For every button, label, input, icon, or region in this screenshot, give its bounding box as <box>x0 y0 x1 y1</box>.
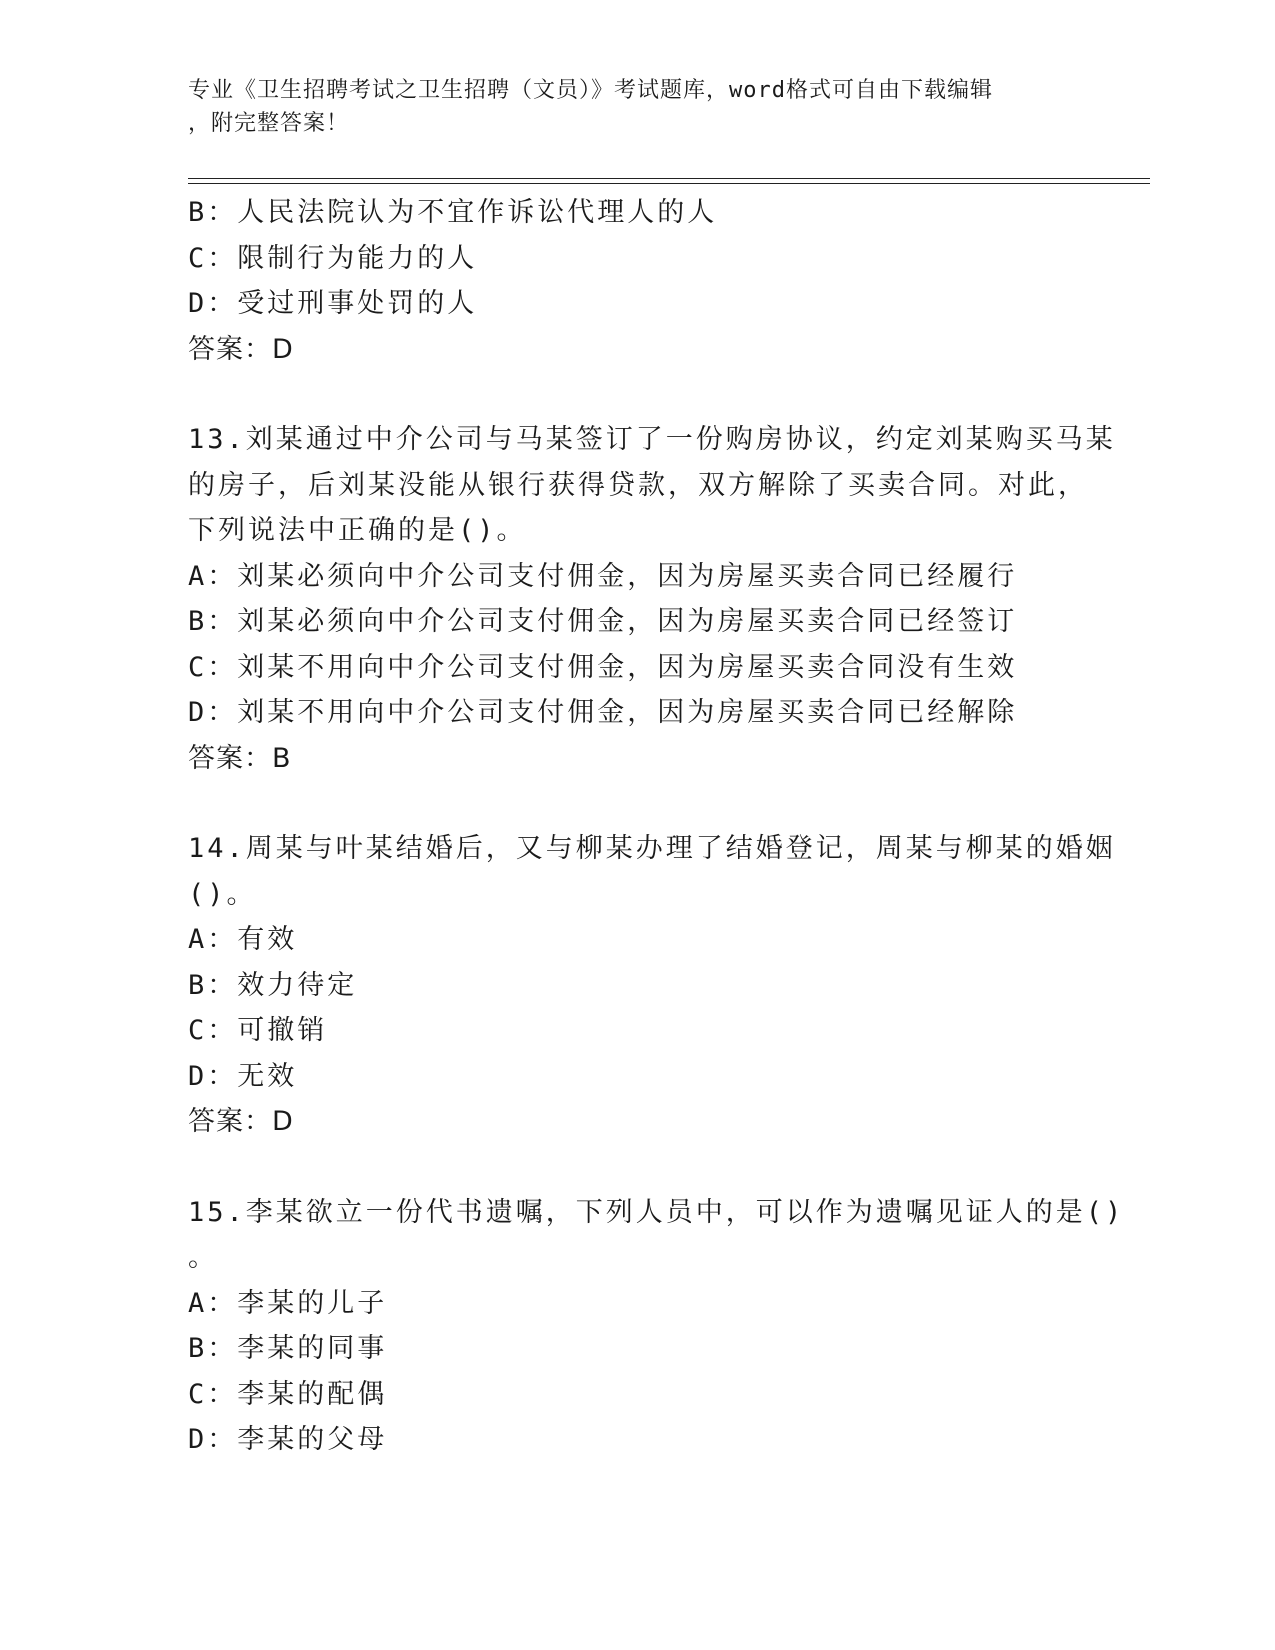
stem-line: 13.刘某通过中介公司与马某签订了一份购房协议，约定刘某购买马某 <box>188 424 1116 455</box>
option-a: A：李某的儿子 <box>188 1287 388 1319</box>
stem-line: 。 <box>188 1242 218 1273</box>
question-15 <box>188 1190 1125 1463</box>
question-stem <box>188 417 1116 554</box>
header-rule-top <box>188 178 1150 179</box>
question-list <box>188 190 1125 1463</box>
option-c: C：限制行为能力的人 <box>188 242 478 274</box>
answer-line: 答案：D <box>188 1106 294 1137</box>
stem-line: 的房子，后刘某没能从银行获得贷款，双方解除了买卖合同。对此， <box>188 469 1088 501</box>
option-b: B：人民法院认为不宜作诉讼代理人的人 <box>188 197 718 228</box>
header-line-1: 专业《卫生招聘考试之卫生招聘（文员）》考试题库，word格式可自由下载编辑 <box>188 78 993 103</box>
question-14 <box>188 826 1116 1145</box>
option-a: A：有效 <box>188 924 298 955</box>
question-stem <box>188 826 1116 917</box>
option-b: B：李某的同事 <box>188 1333 388 1364</box>
question-stem <box>188 1190 1125 1281</box>
option-b: B：刘某必须向中介公司支付佣金，因为房屋买卖合同已经签订 <box>188 606 1018 637</box>
option-d: D：受过刑事处罚的人 <box>188 288 478 319</box>
stem-line: 15.李某欲立一份代书遗嘱，下列人员中，可以作为遗嘱见证人的是() <box>188 1196 1125 1228</box>
header-rule-bottom <box>188 183 1150 184</box>
answer-line: 答案：B <box>188 742 292 774</box>
header-line-2: ，附完整答案！ <box>188 111 350 136</box>
stem-line: 下列说法中正确的是()。 <box>188 515 527 546</box>
option-c: C：李某的配偶 <box>188 1378 388 1410</box>
question-12-tail <box>188 190 1088 372</box>
option-a: A：刘某必须向中介公司支付佣金，因为房屋买卖合同已经履行 <box>188 560 1018 592</box>
option-d: D：无效 <box>188 1060 298 1092</box>
stem-line: 14.周某与叶某结婚后，又与柳某办理了结婚登记，周某与柳某的婚姻 <box>188 833 1116 864</box>
option-b: B：效力待定 <box>188 969 358 1001</box>
answer-line: 答案：D <box>188 333 294 365</box>
option-c: C：刘某不用向中介公司支付佣金，因为房屋买卖合同没有生效 <box>188 651 1018 683</box>
option-c: C：可撤销 <box>188 1015 328 1046</box>
question-13 <box>188 417 1116 781</box>
option-d: D：李某的父母 <box>188 1424 388 1455</box>
option-d: D：刘某不用向中介公司支付佣金，因为房屋买卖合同已经解除 <box>188 697 1018 728</box>
stem-line: ()。 <box>188 878 257 910</box>
document-header <box>188 74 1088 140</box>
